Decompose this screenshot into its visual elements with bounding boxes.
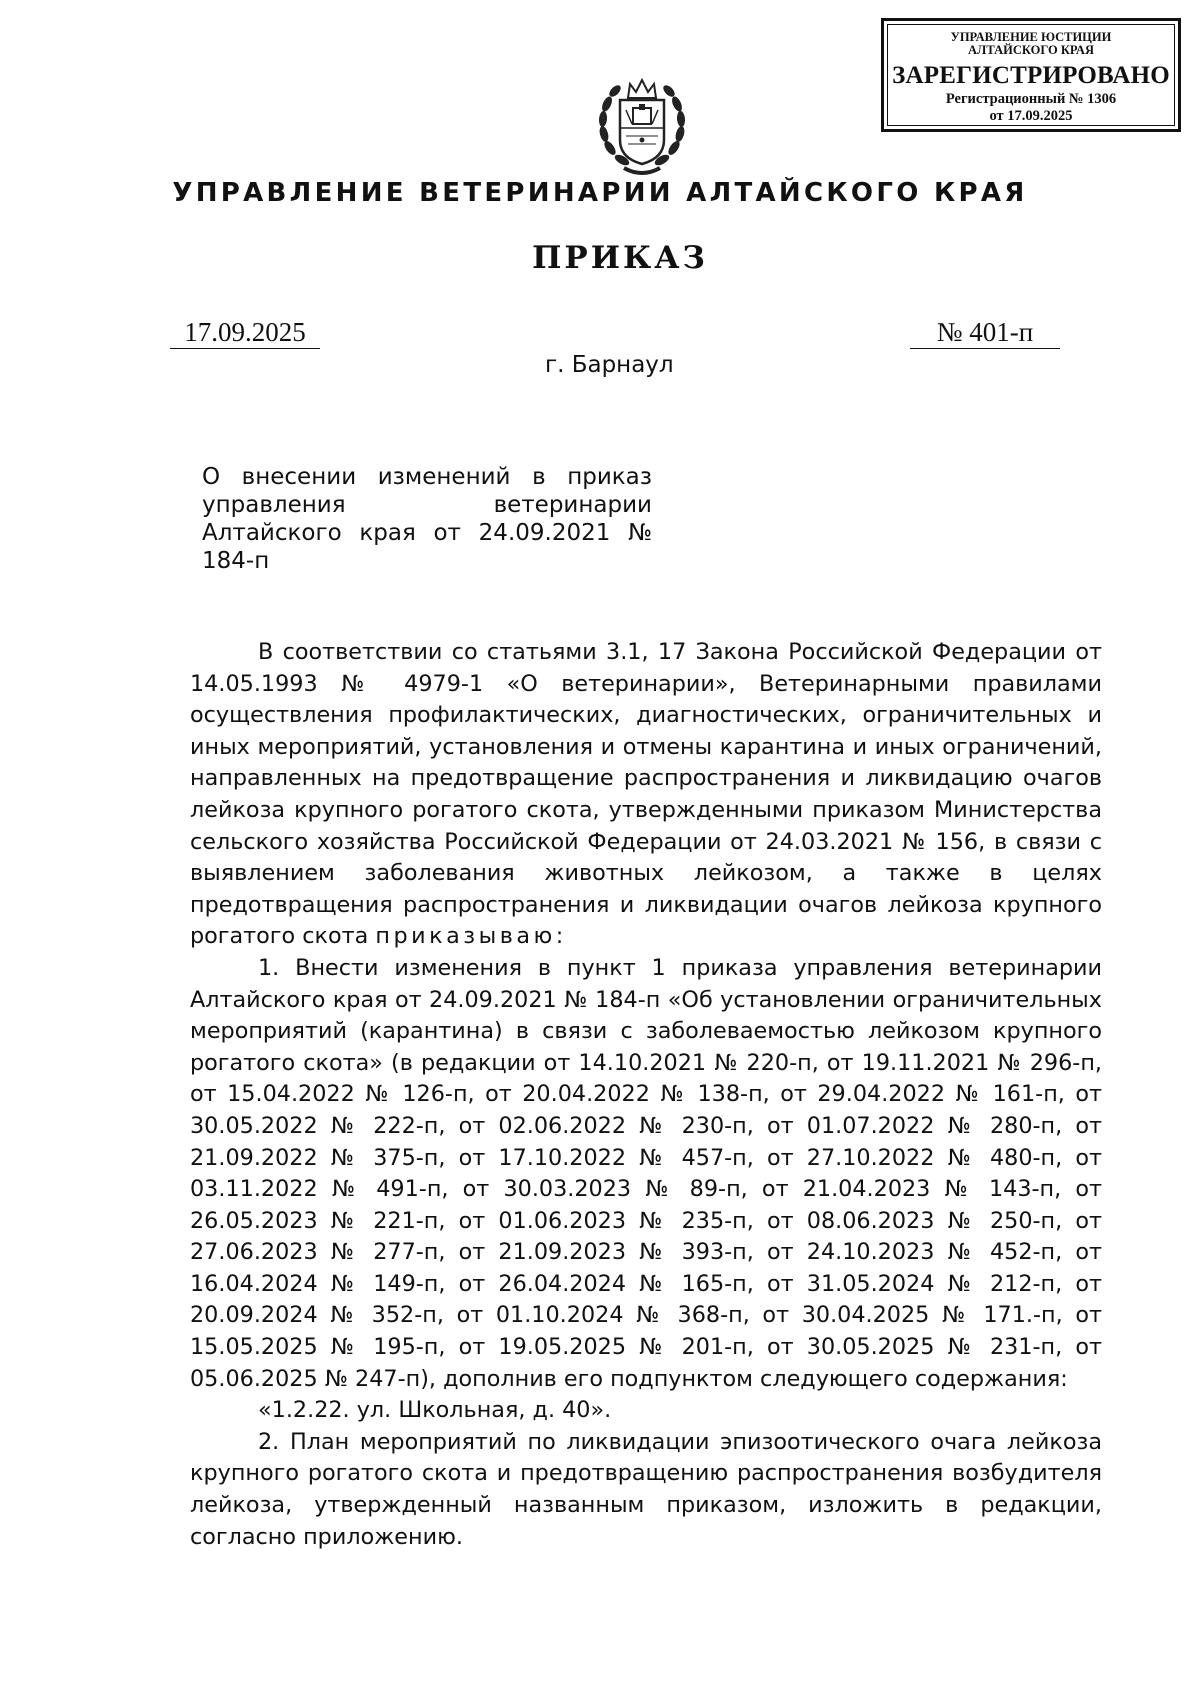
preamble-paragraph [190,637,1102,953]
document-number: № 401-п [910,318,1060,349]
stamp-org-line1: УПРАВЛЕНИЕ ЮСТИЦИИ [950,30,1112,44]
document-subject: О внесении изменений в приказ управления ветеринарии Алтайского края от 24.09.2021 № 184-п [202,464,652,574]
coat-of-arms-icon [592,70,692,180]
item-1-paragraph: 1. Внести изменения в пункт 1 приказа управления ветеринарии Алтайского края от 24.09.2021 № 184-п «Об установлении ограничительных мероприятий (карантина) в связи с заболеваемостью лейкозом крупного рогатого скота» (в редакции от 14.10.2021 № 220-п, от 19.11.2021 № 296-п, от 15.04.2022 № 126-п, от 20.04.2022 № 138-п, от 29.04.2022 № 161-п, от 30.05.2022 № 222-п, от 02.06.2022 № 230-п, от 01.07.2022 № 280-п, от 21.09.2022 № 375-п, от 17.10.2022 № 457-п, от 27.10.2022 № 480-п, от 03.11.2022 № 491-п, от 30.03.2023 № 89-п, от 21.04.2023 № 143-п, от 26.05.2023 № 221-п, от 01.06.2023 № 235-п, от 08.06.2023 № 250-п, от 27.06.2023 № 277-п, от 21.09.2023 № 393-п, от 24.10.2023 № 452-п, от 16.04.2024 № 149-п, от 26.04.2024 № 165-п, от 31.05.2024 № 212-п, от 20.09.2024 № 352-п, от 01.10.2024 № 368-п, от 30.04.2025 № 171.-п, от 15.05.2025 № 195-п, от 19.05.2025 № 201-п, от 30.05.2025 № 231-п, от 05.06.2025 № 247-п), дополнив его подпунктом следующего содержания: [190,954,1102,1392]
preamble-text: В соответствии со статьями 3.1, 17 Закона Российской Федерации от 14.05.1993 № 4979-1 «О ветеринарии», Ветеринарными правилами осуществления профилактических, диагностических, ограничительных и иных мероприятий, установления и отмены карантина и иных ограничений, направленных на предотвращение распространения и ликвидацию очагов лейкоза крупного рогатого скота, утвержденными приказом Министерства сельского хозяйства Российской Федерации от 24.03.2021 № 156, в связи с выявлением заболевания животных лейкозом, а также в целях предотвращения распространения и ликвидации очагов лейкоза крупного рогатого скота [190,639,1102,950]
registration-stamp-inner [887,24,1175,126]
stamp-org-line2: АЛТАЙСКОГО КРАЯ [968,43,1094,57]
document-body [190,637,1102,1553]
stamp-organization [888,25,1174,57]
document-place: г. Барнаул [545,352,674,378]
order-colon: : [555,923,564,950]
registration-stamp [881,18,1181,132]
document-type: ПРИКАЗ [532,240,708,276]
organization-name: УПРАВЛЕНИЕ ВЕТЕРИНАРИИ АЛТАЙСКОГО КРАЯ [172,178,1028,208]
item-1-subitem: «1.2.22. ул. Школьная, д. 40». [258,1397,612,1424]
order-word: приказываю [375,923,556,950]
stamp-registration-date: от 17.09.2025 [989,108,1073,124]
item-2-paragraph: 2. План мероприятий по ликвидации эпизоотического очага лейкоза крупного рогатого скота и предотвращению распространения возбудителя лейкоза, утвержденный названным приказом, изложить в редакции, согласно приложению. [190,1428,1102,1550]
stamp-registration-number: Регистрационный № 1306 [945,91,1117,107]
document-date: 17.09.2025 [170,318,320,349]
stamp-status: ЗАРЕГИСТРИРОВАНО [892,62,1170,89]
